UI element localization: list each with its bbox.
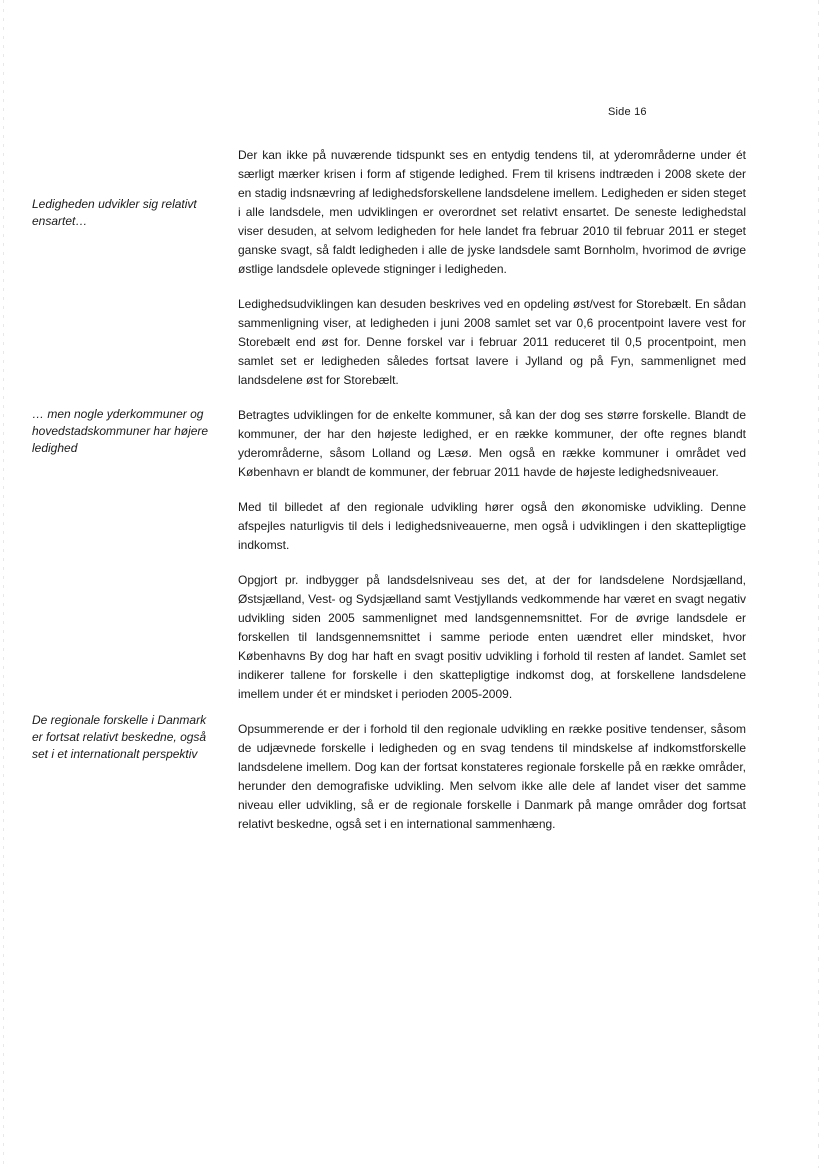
margin-note-unemployment-uniform: Ledigheden udvikler sig relativt ensartet… — [32, 197, 197, 228]
paragraph-taxable-income: Opgjort pr. indbygger på landsdelsniveau ses det, at der for landsdelene Nordsjælland, Østsjælland, Vest- og Sydsjælland samt Vestjyllands vedkommende har været en svagt negativ udvikling siden 2005 sammenlignet med landsgennemsnittet. For de øvrige landsdele er forskellen til landsgennemsnittet i samme periode enten uændret eller mindsket, hvor Københavns By dog har haft en svagt positiv udvikling i forhold til resten af landet. Samlet set indikerer tallene for forskelle i den skattepligtige indkomst dog, at forskellene landsdelene imellem under ét er mindsket i perioden 2005-2009. — [238, 573, 746, 701]
page-number: Side 16 — [608, 106, 647, 118]
scan-edge-left — [3, 0, 4, 1168]
paragraph-summary: Opsummerende er der i forhold til den regionale udvikling en række positive tendenser, såsom de udjævnede forskelle i ledigheden og en svag tendens til mindskelse af indkomstforskelle landsdelene imellem. Dog kan der fortsat konstateres regionale forskelle på en række områder, herunder den demografiske udvikling. Men selvom ikke alle dele af landet viser det samme niveau eller udvikling, så er de regionale forskelle i Danmark på mange områder dog fortsat relativt beskedne, også set i en international sammenhæng. — [238, 722, 746, 831]
paragraph-municipalities: Betragtes udviklingen for de enkelte kommuner, så kan der dog ses større forskelle. Blandt de kommuner, der har den højeste ledighed, er en række kommuner, der ofte regnes blandt yderområderne, såsom Lolland og Læsø. Men også en række kommuner i området ved København er blandt de kommuner, der februar 2011 havde de højeste ledighedsniveauer. — [238, 408, 746, 479]
margin-note-regional-differences: De regionale forskelle i Danmark er fortsat relativt beskedne, også set i et internationalt perspektiv — [32, 713, 207, 761]
paragraph-unemployment-trend: Der kan ikke på nuværende tidspunkt ses en entydig tendens til, at yderområderne under ét særligt mærker krisen i form af stigende ledighed. Frem til krisens indtræden i 2008 skete der en stadig indsnævring af ledighedsforskellene landsdelene imellem. Ledigheden er siden steget i alle landsdele, men udviklingen er overordnet set relativt ensartet. De seneste ledighedstal viser desuden, at selvom ledigheden for hele landet fra februar 2010 til februar 2011 er steget ganske svagt, så faldt ledigheden i alle de jyske landsdele samt Bornholm, hvorimod de øvrige østlige landsdele oplevede stigninger i ledigheden. — [238, 148, 746, 276]
margin-note-outer-municipalities: … men nogle yderkommuner og hovedstadskommuner har højere ledighed — [32, 407, 209, 455]
scan-edge-right — [818, 0, 819, 1168]
paragraph-economic-development: Med til billedet af den regionale udvikling hører også den økonomiske udvikling. Denne afspejles naturligvis til dels i ledighedsniveauerne, men også i udviklingen i den skattepligtige indkomst. — [238, 500, 746, 552]
paragraph-east-west-storebaelt: Ledighedsudviklingen kan desuden beskrives ved en opdeling øst/vest for Storebælt. En sådan sammenligning viser, at ledigheden i juni 2008 samlet set var 0,6 procentpoint lavere vest for Storebælt end øst for. Denne forskel var i februar 2011 reduceret til 0,5 procentpoint, men samlet set er ledigheden således fortsat lavere i Jylland og på Fyn, sammenlignet med landsdelene øst for Storebælt. — [238, 297, 746, 387]
main-text-column — [238, 146, 746, 850]
